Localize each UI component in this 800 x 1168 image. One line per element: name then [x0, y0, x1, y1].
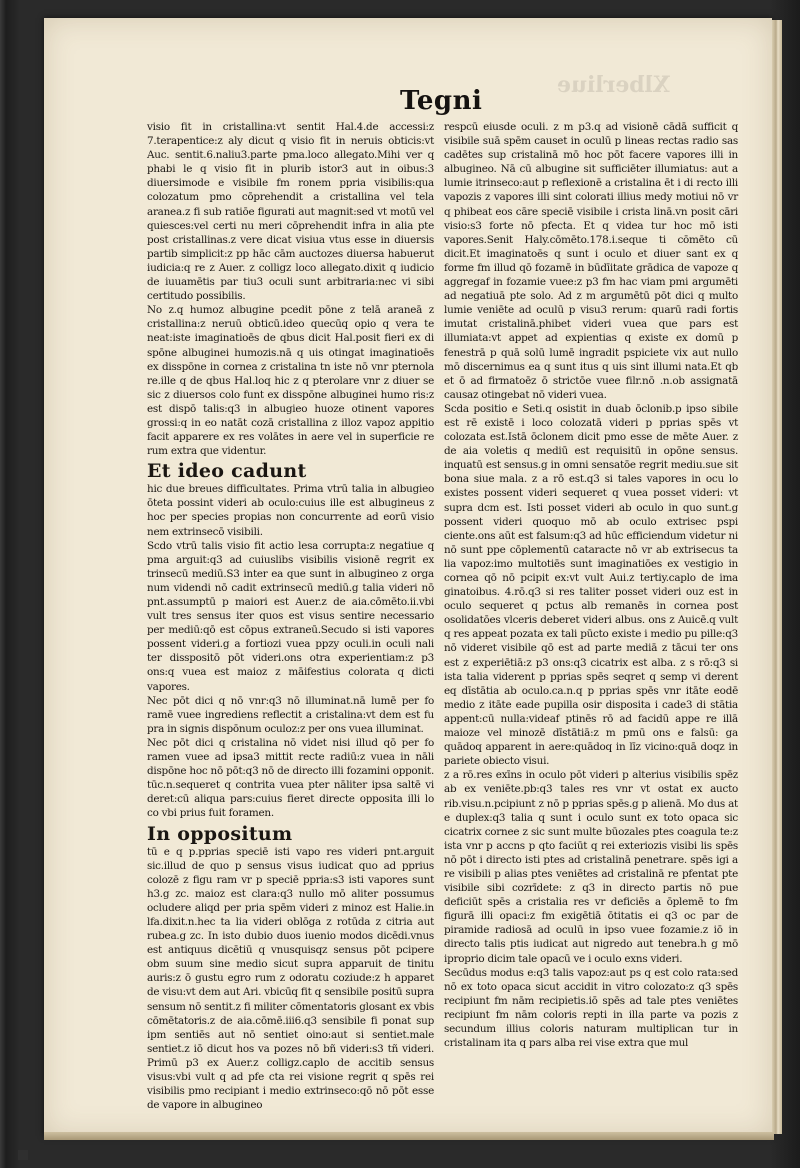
page-stack-edge-bottom	[44, 1132, 774, 1140]
bleed-through-text: Xlberliue	[556, 72, 670, 98]
paragraph: Secūdus modus e:q3 talis vapoz:aut ps q est colo rata:sed nō ex toto opaca sicut accidit in vitro colozato:z q3 spēs recipiunt fm nām recipietis.iō spēs ad tale ptes veniētes recipiunt fm nām coloris repti in illa parte va pozis z secundum illius coloris naturam multiplican tur in cristalinam ita q pars alba rei vise extra que mul	[444, 966, 738, 1050]
paragraph: Nec pōt dici q cristalina nō videt nisi illud qō per fo ramen vuee ad ipsa3 mittit recte radiū:z vuea in nāli dispōne hoc nō pōt:q3 nō de directo illi fozamini opponit. tūc.n.sequeret q contrita vuea pter nāliter ipsa saltē vi deret:cū aliqua pars:cuius fieret directe opposita illi lo co vbi prius fuit foramen.	[147, 736, 434, 820]
left-column	[147, 120, 434, 1112]
paragraph: visio fit in cristallina:vt sentit Hal.4.de accessi:z 7.terapentice:z aly dicut q visio fit in neruis obticis:vt Auc. sentit.6.naliu3.parte pma.loco allegato.Mihi ver q phabi le q visio fit in plurib istor3 aut in oibus:3 diuersimode e visibile fm ronem ppria visibilis:qua colozatum pmo cōprehendit a cristallina vel tela aranea.z fi sub ratiōe figurati aut magnit:sed vt motū vel quiesces:vel certi nu meri cōprehendit infra in alia pte post cristallinas.z vere dicat visiua vtus esse in diuersis partib simplicit:z pp hāc cām auctozes diuersa habuerut iudicia:q re z Auer. z colligz loco allegato.dixit q iudicio de iuuamētis par tiu3 oculi sunt arbitraria:nec vi sibi certitudo possibilis.	[147, 121, 434, 303]
paragraph: Scda positio e Seti.q osistit in duab ōclonib.p ipso sibile est rē existē i loco colozatā videri p pprias spēs vt colozata est.Istā ōclonem dicit pmo esse de mēte Auer. z de aia voletis q mediū est requisitū in opōne sensus. inquatū est sensus.g in omni sensatōe regrit mediu.sue sit bona siue mala. z a rō est.q3 si tales vapores in ocu lo existes possent videri sequeret q vuea posset videri: vt supra dcm est. Isti posset videri ab oculo in quo sunt.g possent videri quoquo mō ab oculo extrisec pspi ciente.ons aūt est falsum:q3 ad hūc efficiendum videtur ni nō sunt ppe cōplementū cataracte nō vr ab extrisecus ta lia vapoz:imo multotiēs sunt imaginatiōes ex vestigio in cornea qō nō pcipit ex:vt vult Aui.z tertiy.caplo de ima ginatoibus. 4.rō.q3 si res taliter posset videri ouz est in oculo sequeret q pctus alb remanēs in cornea post osolidatōes vlceris deberet videri albus. ons z Auicē.q vult q res appeat pozata ex tali pūcto existe i medio pu pille:q3 nō videret visibile qō est ad parte mediā z tācui ter ons est z experiētiā:z p3 ons:q3 cicatrix est alba. z s rō:q3 si ista talia viderent p pprias spēs seqret q semp vi derent eq dīstātia ab oculo.ca.n.q p pprias spēs vnr itāte eodē medio z itāte eade pupilla osir disposita i cade3 di stātia appent:cū nulla:videaf ptinēs rō ad facidū appe re illā maioze vel minozē dīstātiā:z m pmū ons e falsū: ga quādoq apparent in aere:quādoq in līz vicino:quā doqz in pariete obiecto visui.	[444, 402, 738, 768]
scan-marker	[18, 1150, 28, 1160]
page-stack-edge-right	[772, 20, 782, 1134]
right-column	[444, 120, 738, 1050]
paragraph: z a rō.res exīns in oculo pōt videri p alterius visibilis spēz ab ex veniēte.pb:q3 tales res vnr vt ostat ex aucto rib.visu.n.pcipiunt z nō p pprias spēs.g p alienā. Mo dus at e duplex:q3 talia q sunt i oculo sunt ex toto opaca sic cicatrix cornee z sic sunt multe būozales ptes coagula te:z ista vnr p accns p qto faciūt q rei exteriozis visibi lis spēs nō pōt i directo isti ptes ad cristalinā penetrare. spēs igi a re visibili p alias ptes veniētes ad cristalinā re pfentat pte visibile sibi cozrīdete: z q3 in directo partis nō pue deficiūt spēs a cristalia res vr deficiēs a ōplemē to fm figurā illi opaci:z fm exigētiā ōtitatis ei q3 oc par de piramide radiosā ad oculū in ipso vuee fozamie.z iō in directo talis ptis iudicat aut nigredo aut tenebra.h g mō iproprio dicim tale opacū ve i oculo exns videri.	[444, 769, 738, 965]
running-title: Tegni	[400, 86, 483, 116]
paragraph: No z.q humoz albugine pcedit pōne z telā araneā z cristallina:z neruū obticū.ideo quecūq opio q vera te neat:iste imaginatioēs de qbus dicit Hal.posit fieri ex di spōne albuginei humozis.nā q uis otingat imaginatioēs ex disspōne in cornea z cristalina tn iste nō vnr pternola re.ille q de qbus Hal.loq hic z q pterolare vnr z diuer se sic z diuersos colo funt ex disspōne albuginei humo ris:z est dispō talis:q3 in albugieo huoze otinent vapores grossi:q in eo natāt cozā cristallina z illoz vapoz appitio facit apparere ex res volātes in aere vel in superficie re rum extra que videntur.	[147, 304, 434, 458]
paragraph: respcū eiusde oculi. z m p3.q ad visionē cādā sufficit q visibile suā spēm causet in oculū p lineas rectas radio sas cadētes sup cristalinā mō hoc pōt facere vapores illi in albugineo. Nā cū albugine sit sufficiēter illumiatus: aut a lumie itrinseco:aut p reflexionē a cristalina ēt i di recto illi vapozis z vapores illi sint colorati illius medy motiui nō vr q phibeat eos cāre speciē visibile i crista linā.vn posit cāri visio:s3 forte nō pfecta. Et q videa tur hoc mō isti vapores.Senit Haly.cōmēto.178.i.seque ti cōmēto cū dicit.Et imaginatoēs q sunt i oculo et diuer sant ex q forme fm illud qō fozamē in būdīitate grādica de vapoze q aggregaf in fozamie vuee:z p3 fm hac viam pmi argumēti ad negatiuā pte solo. Ad z m argumētū pōt dici q multo lumie veniēte ad oculū p visu3 rerum: quarū radi fortis imutat cristalinā.phibet videri vuea que pars est illumiata:vt appet ad expientias q existe ex domū p fenestrā p quā solū lumē ingradit pspiciete vix aut nullo mō discernimus ea q sunt itus q uis sint illumi nata.Et qb et ō ad firmatoēz ō strictōe vuee filr.nō .n.ob assignatā causaz otingebat nō videri vuea.	[444, 121, 738, 401]
paragraph: Scdo vtrū talis visio fit actio lesa corrupta:z negatiue q pma arguit:q3 ad cuiuslibs visibilis visionē regrit ex trinsecū mediū.S3 inter ea que sunt in albugineo z orga num videndi nō cadit extrinsecū mediū.g talia videri nō pnt.assumptū p maiori est Auer.z de aia.cōmēto.ii.vbi vult tres sensus iter quos est visus sentire necessario per mediū:qō est cōpus extraneū.Secudo si isti vapores possent videri.g a fortiozi vuea ppzy oculi.in oculi nali ter disspositō pōt videri.ons otra experientiam:z p3 ons:q vuea est maioz z māifestius colorata q dicti vapores.	[147, 539, 434, 693]
paragraph: hic due breues difficultates. Prima vtrū talia in albugieo ōteta possint videri ab oculo:cuius ille est albugineus z hoc per species propias non concurrente ad eorū visio nem extrinsecō visibili.	[147, 483, 434, 538]
paragraph: Nec pōt dici q nō vnr:q3 nō illuminat.nā lumē per fo ramē vuee ingrediens reflectit a cristalina:vt dem est fu pra in signis dispōnum oculoz:z per ons vuea illuminat.	[147, 694, 434, 735]
paragraph: tū e q p.pprias speciē isti vapo res videri pnt.arguit sic.illud de quo p sensus visus iudicat quo ad pprius colozē z figu ram vr p speciē ppria:s3 isti vapores sunt h3.g zc. maioz est clara:q3 nullo mō aliter possumus ocludere aliqd per pria spēm videri z minoz est Halie.in lfa.dixit.n.hec ta lia videri oblōga z rotūda z citria aut rubea.g zc. In isto dubio duos iuenio modos dicēdi.vnus est antiquus dicētiū q vnusquisqz sensus pōt pcipere obm suum sine medio sicut supra apparuit de tinitu auris:z ō gustu egro rum z odoratu coziude:z h apparet de visu:vt dem aut Ari. vbicūq fit q sensibile positū supra sensum nō sentit.z fi militer cōmentatoris glosant ex vbis cōmētatoris.z de aia.cōmē.iii6.q3 sensibile fi ponat sup ipm sentiēs aut nō sentiet oino:aut si sentiet.male sentiet.z iō dicut hos va pozes nō bñ videri:s3 tñ videri. Primū p3 ex Auer.z colligz.caplo de accitib sensus visus:vbi vult q ad pfe cta rei visione regrit q spēs rei visibilis pmo recipiant i medio extrinseco:qō nō pōt esse de vapore in albugineo	[147, 845, 434, 1112]
section-heading: Et ideo cadunt	[147, 460, 307, 483]
section-heading: In oppositum	[147, 822, 293, 845]
